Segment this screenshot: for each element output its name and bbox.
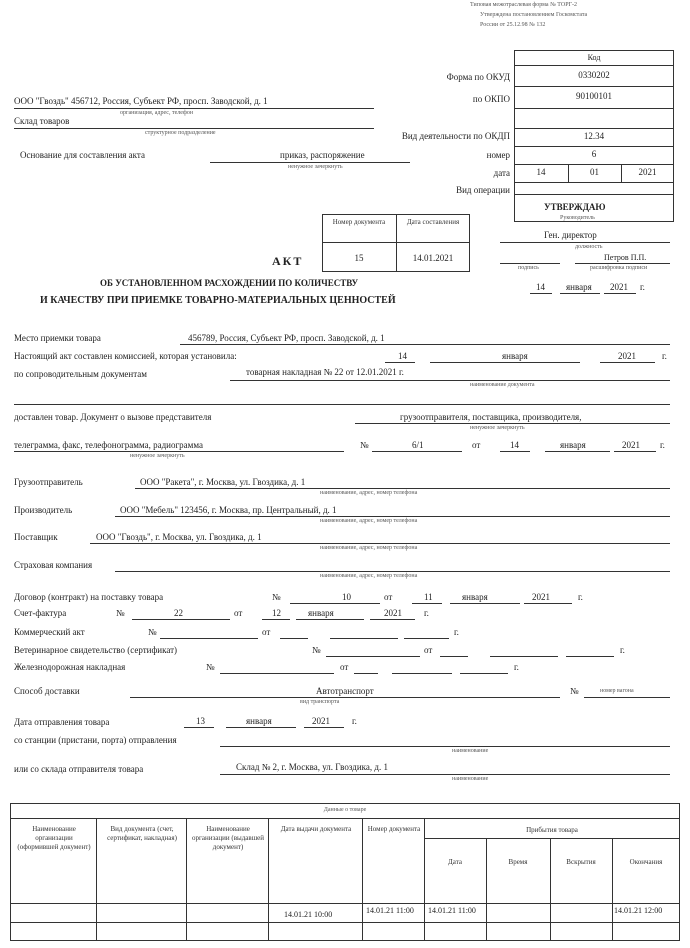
- act-day: 14: [398, 351, 407, 361]
- approve-position-caption: должность: [575, 244, 603, 250]
- ship-g: г.: [352, 716, 357, 726]
- act-date-value: 14.01.2021: [412, 253, 454, 263]
- date-year: 2021: [638, 167, 657, 177]
- producer-caption: наименование, адрес, номер телефона: [320, 518, 418, 524]
- insurer-label: Страховая компания: [14, 560, 93, 570]
- producer-value: ООО "Мебель" 123456, г. Москва, пр. Центральный, д. 1: [120, 505, 337, 515]
- contract-year: 2021: [532, 592, 550, 602]
- send-g: г.: [660, 440, 665, 450]
- invoice-label: Счет-фактура: [14, 608, 67, 618]
- form-ref-line2: Утверждена постановлением Госкомстата: [480, 12, 588, 18]
- op-label: Вид операции: [456, 185, 510, 195]
- act-g: г.: [662, 351, 667, 361]
- place-label: Место приемки товара: [14, 333, 101, 343]
- invoice-g: г.: [424, 608, 429, 618]
- vet-g: г.: [620, 645, 625, 655]
- sender-caption: ненужное зачеркнуть: [470, 425, 525, 431]
- date-day: 14: [536, 167, 546, 177]
- approve-position: Ген. директор: [544, 230, 597, 240]
- okud-label: Форма по ОКУД: [446, 72, 510, 82]
- contract-month: января: [462, 592, 488, 602]
- vet-from: от: [424, 645, 433, 655]
- send-num-label: №: [360, 440, 369, 450]
- delivery-num-caption: номер вагона: [600, 688, 634, 694]
- row-date1: 14.01.21 10:00: [284, 910, 333, 919]
- table-top-caption: Данные о товаре: [323, 807, 367, 813]
- row-date2: 14.01.21 11:00: [366, 906, 414, 915]
- act-num-header: Номер документа: [332, 218, 386, 226]
- date-month: 01: [590, 167, 599, 177]
- invoice-year: 2021: [384, 608, 402, 618]
- number-value: 6: [591, 149, 597, 159]
- table-col7b: Время: [508, 858, 528, 866]
- okpo-value: 90100101: [576, 91, 612, 101]
- codes-header: Код: [587, 53, 601, 62]
- commercial-label: Коммерческий акт: [14, 627, 85, 637]
- division-caption: структурное подразделение: [145, 130, 216, 136]
- table-col5: Номер документа: [367, 825, 421, 833]
- delivery-num-label: №: [570, 686, 579, 696]
- number-label: номер: [486, 150, 510, 160]
- send-from: от: [472, 440, 481, 450]
- supplier-caption: наименование, адрес, номер телефона: [320, 545, 418, 551]
- send-day: 14: [510, 440, 519, 450]
- by-doc-value: товарная накладная № 22 от 12.01.2021 г.: [246, 367, 404, 377]
- contract-num: 10: [342, 592, 351, 602]
- basis-label: Основание для составления акта: [20, 150, 145, 160]
- act-title-word: АКТ: [272, 254, 304, 268]
- division-value: Склад товаров: [14, 116, 70, 126]
- invoice-num: 22: [174, 608, 183, 618]
- contract-day: 11: [424, 592, 433, 602]
- act-label: Настоящий акт составлен комиссией, которая установила:: [14, 351, 237, 361]
- row-date4: 14.01.21 12:00: [614, 906, 663, 915]
- consignor-label: Грузоотправитель: [14, 477, 83, 487]
- approve-sign-caption: подпись: [518, 265, 539, 271]
- table-col7d: Окончания: [629, 858, 663, 866]
- approve-name-caption: расшифровка подписи: [590, 265, 648, 271]
- consignor-value: ООО "Ракета", г. Москва, ул. Гвоздика, д. 1: [140, 477, 306, 487]
- date-label: дата: [493, 168, 510, 178]
- send-month: января: [560, 440, 586, 450]
- org-caption: организация, адрес, телефон: [120, 110, 194, 116]
- by-doc-label: по сопроводительным документам: [14, 369, 147, 379]
- insurer-caption: наименование, адрес, номер телефона: [320, 573, 418, 579]
- invoice-from: от: [234, 608, 243, 618]
- approve-role: Руководитель: [560, 215, 595, 221]
- contract-g: г.: [578, 592, 583, 602]
- act-date-header: Дата составления: [406, 218, 460, 226]
- approve-g: г.: [640, 282, 645, 292]
- send-year: 2021: [622, 440, 640, 450]
- consignor-caption: наименование, адрес, номер телефона: [320, 490, 418, 496]
- table-col7c: Вскрытия: [566, 858, 596, 866]
- table-col3: Наименование организации (выдавшей документ): [192, 825, 264, 851]
- approve-name: Петров П.П.: [604, 253, 647, 262]
- vet-num-label: №: [312, 645, 321, 655]
- act-title-line1: ОБ УСТАНОВЛЕННОМ РАСХОЖДЕНИИ ПО КОЛИЧЕСТВУ: [100, 278, 359, 288]
- contract-label: Договор (контракт) на поставку товара: [14, 592, 164, 602]
- station-caption: наименование: [452, 748, 489, 754]
- form-ref-line1: Типовая межотраслевая форма № ТОРГ-2: [470, 2, 578, 8]
- producer-label: Производитель: [14, 505, 73, 515]
- okud-value: 0330202: [578, 70, 610, 80]
- okdp-value: 12.34: [583, 131, 605, 141]
- delivery-value: Автотранспорт: [316, 686, 374, 696]
- station-label: со станции (пристани, порта) отправления: [14, 735, 177, 745]
- contract-from: от: [384, 592, 393, 602]
- rail-num-label: №: [206, 662, 215, 672]
- invoice-day: 12: [272, 608, 281, 618]
- rail-g: г.: [514, 662, 519, 672]
- act-month: января: [502, 351, 528, 361]
- approve-year: 2021: [610, 282, 628, 292]
- act-num-value: 15: [354, 253, 364, 263]
- act-title-line2: И КАЧЕСТВУ ПРИ ПРИЕМКЕ ТОВАРНО-МАТЕРИАЛЬНЫХ ЦЕННОСТЕЙ: [40, 295, 396, 306]
- supplier-value: ООО "Гвоздь", г. Москва, ул. Гвоздика, д. 1: [96, 532, 262, 542]
- table-col4: Дата выдачи документа: [280, 825, 352, 833]
- warehouse-value: Склад № 2, г. Москва, ул. Гвоздика, д. 1: [236, 762, 388, 772]
- table-col1: Наименование организации (оформившей документ): [17, 825, 91, 851]
- warehouse-caption: наименование: [452, 776, 489, 782]
- table-col2: Вид документа (счет, сертификат, накладная): [107, 825, 177, 842]
- commercial-num-label: №: [148, 627, 157, 637]
- basis-caption: ненужное зачеркнуть: [288, 164, 343, 170]
- approve-day: 14: [536, 282, 545, 292]
- rail-from: от: [340, 662, 349, 672]
- ship-year: 2021: [312, 716, 330, 726]
- basis-value: приказ, распоряжение: [280, 150, 365, 160]
- commercial-from: от: [262, 627, 271, 637]
- ship-month: января: [246, 716, 272, 726]
- ship-day: 13: [196, 716, 205, 726]
- send-way: телеграмма, факс, телефонограмма, радиограмма: [14, 440, 203, 450]
- okdp-label: Вид деятельности по ОКДП: [401, 131, 510, 141]
- send-num: 6/1: [412, 440, 424, 450]
- invoice-month: января: [308, 608, 334, 618]
- row-date3: 14.01.21 11:00: [428, 906, 476, 915]
- delivery-caption: вид транспорта: [300, 699, 340, 705]
- supplier-label: Поставщик: [14, 532, 58, 542]
- place-value: 456789, Россия, Субъект РФ, просп. Заводской, д. 1: [188, 333, 385, 343]
- sender-label: доставлен товар. Документ о вызове представителя: [14, 412, 212, 422]
- invoice-num-label: №: [116, 608, 125, 618]
- rail-label: Железнодорожная накладная: [14, 662, 126, 672]
- okpo-label: по ОКПО: [472, 94, 510, 104]
- warehouse-label: или со склада отправителя товара: [14, 764, 144, 774]
- by-doc-caption: наименование документа: [470, 382, 535, 388]
- table-col7-group: Прибытия товара: [526, 826, 578, 834]
- approve-month: января: [566, 282, 592, 292]
- goods-table: [10, 803, 680, 941]
- vet-label: Ветеринарное свидетельство (сертификат): [14, 645, 178, 655]
- sender-value: грузоотправителя, поставщика, производителя,: [400, 412, 582, 422]
- approve-title: УТВЕРЖДАЮ: [544, 202, 606, 212]
- org-line: ООО "Гвоздь" 456712, Россия, Субъект РФ, просп. Заводской, д. 1: [14, 96, 268, 106]
- ship-date-label: Дата отправления товара: [14, 717, 110, 727]
- form-ref-line3: России от 25.12.98 № 132: [480, 22, 546, 28]
- act-year: 2021: [618, 351, 636, 361]
- delivery-label: Способ доставки: [14, 686, 80, 696]
- contract-num-label: №: [272, 592, 281, 602]
- table-col7a: Дата: [448, 858, 462, 866]
- send-caption: ненужное зачеркнуть: [130, 453, 185, 459]
- commercial-g: г.: [454, 627, 459, 637]
